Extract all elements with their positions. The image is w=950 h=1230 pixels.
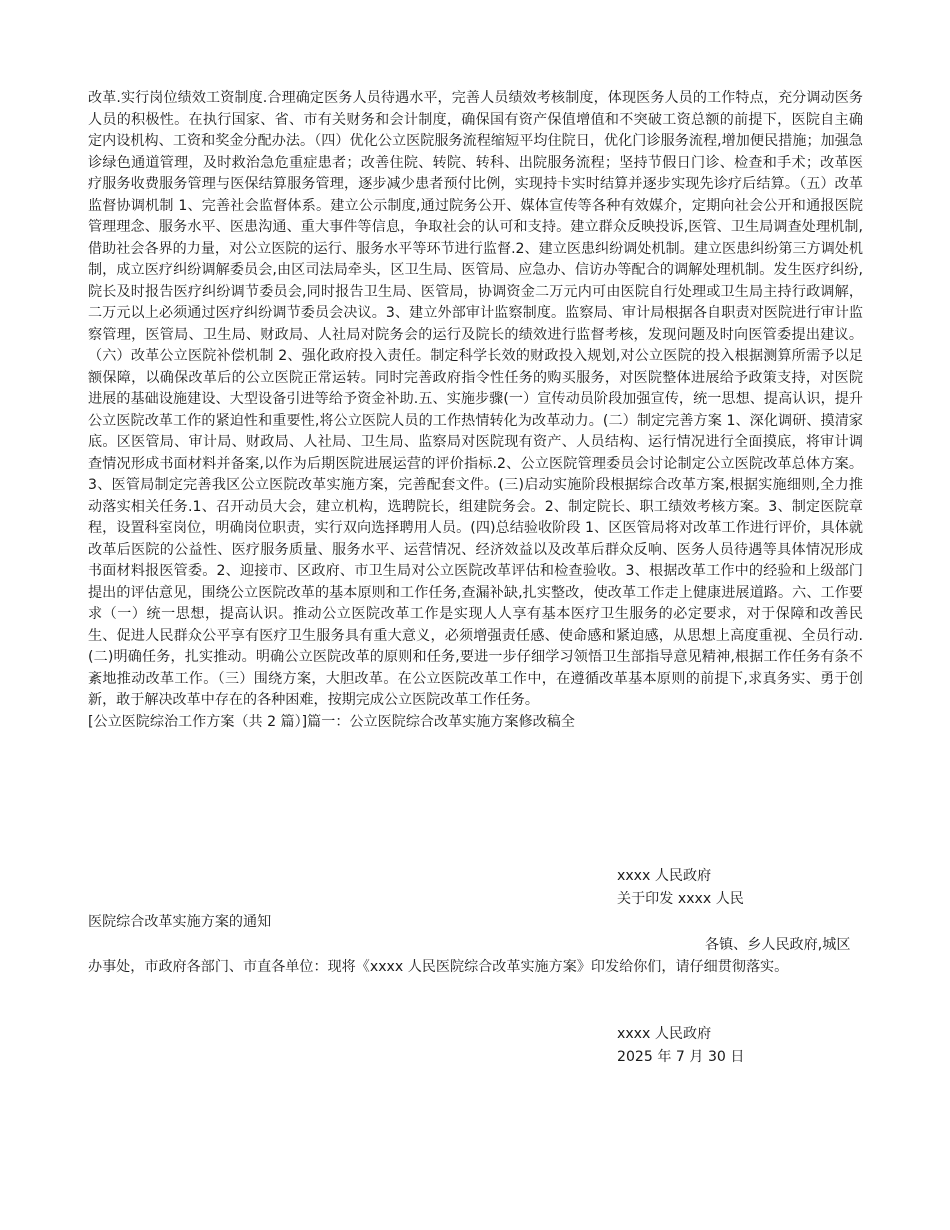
notice-title-line1: 关于印发 xxxx 人民 xyxy=(617,891,744,907)
body-paragraph: 改革.实行岗位绩效工资制度.合理确定医务人员待遇水平，完善人员绩效考核制度，体现医务人员的工作特点，充分调动医务人员的积极性。在执行国家、省、市有关财务和会计制度，确保国有资产保值增值和不突破工资总额的前提下，医院自主确定内设机构、工资和奖金分配办法。（四）优化公立医院服务流程缩短平均住院日，优化门诊服务流程,增加便民措施；加强急诊绿色通道管理，及时救治急危重症患者；改善住院、转院、转科、出院服务流程；坚持节假日门诊、检查和手术；改革医疗服务收费服务管理与医保结算服务管理，逐步减少患者预付比例，实现持卡实时结算并逐步实现先诊疗后结算。（五）改革监督协调机制 1、完善社会监督体系。建立公示制度,通过院务公开、媒体宣传等各种有效媒介，定期向社会公开和通报医院管理理念、服务水平、医患沟通、重大事件等信息，争取社会的认可和支持。建立群众反映投诉,医管、卫生局调查处理机制,借助社会各界的力量，对公立医院的运行、服务水平等环节进行监督.2、建立医患纠纷调处机制。建立医患纠纷第三方调处机制，成立医疗纠纷调解委员会,由区司法局牵头，区卫生局、医管局、应急办、信访办等配合的调解处理机制。发生医疗纠纷,院长及时报告医疗纠纷调节委员会,同时报告卫生局、医管局，协调资金二万元内可由医院自行处理或卫生局主持行政调解，二万元以上必须通过医疗纠纷调节委员会决议。3、建立外部审计监察制度。监察局、审计局根据各自职责对医院进行审计监察管理，医管局、卫生局、财政局、人社局对院务会的运行及院长的绩效进行监督考核，发现问题及时向医管委提出建议。（六）改革公立医院补偿机制 2、强化政府投入责任。制定科学长效的财政投入规划,对公立医院的投入根据测算所需予以足额保障，以确保改革后的公立医院正常运转。同时完善政府指令性任务的购买服务，对医院整体进展给予政策支持，对医院进展的基础设施建设、大型设备引进等给予资金补助.五、实施步骤(一）宣传动员阶段加强宣传，统一思想、提高认识，提升公立医院改革工作的紧迫性和重要性,将公立医院人员的工作热情转化为改革动力。(二）制定完善方案 1、深化调研、摸清家底。区医管局、审计局、财政局、人社局、卫生局、监察局对医院现有资产、人员结构、运行情况进行全面摸底，将审计调查情况形成书面材料并备案,以作为后期医院进展运营的评价指标.2、公立医院管理委员会讨论制定公立医院改革总体方案。3、医管局制定完善我区公立医院改革实施方案，完善配套文件。(三)启动实施阶段根据综合改革方案,根据实施细则,全力推动落实相关任务.1、召开动员大会，建立机构，选聘院长，组建院务会。2、制定院长、职工绩效考核方案。3、制定医院章程，设置科室岗位，明确岗位职责，实行双向选择聘用人员。(四)总结验收阶段 1、区医管局将对改革工作进行评价，具体就改革后医院的公益性、医疗服务质量、服务水平、运营情况、经济效益以及改革后群众反响、医务人员待遇等具体情况形成书面材料报医管委。2、迎接市、区政府、市卫生局对公立医院改革评估和检查验收。3、根据改革工作中的经验和上级部门提出的评估意见，围绕公立医院改革的基本原则和工作任务,查漏补缺,扎实整改，使改革工作走上健康进展道路。六、工作要求（一）统一思想，提高认识。推动公立医院改革工作是实现人人享有基本医疗卫生服务的必定要求，对于保障和改善民生、促进人民群众公平享有医疗卫生服务具有重大意义，必须增强责任感、使命感和紧迫感，从思想上高度重视、全员行动.(二)明确任务，扎实推动。明确公立医院改革的原则和任务,要进一步仔细学习领悟卫生部指导意见精神,根据工作任务有条不紊地推动改革工作。（三）围绕方案，大胆改革。在公立医院改革工作中，在遵循改革基本原则的前提下,求真务实、勇于创新，敢于解决改革中存在的各种困难，按期完成公立医院改革工作任务。 xyxy=(88,90,863,708)
address-text: 各镇、乡人民政府,城区办事处，市政府各部门、市直各单位：现将《xxxx 人民医院综合改革实施方案》印发给你们，请仔细贯彻落实。 xyxy=(88,937,851,975)
issue-date: 2025 年 7 月 30 日 xyxy=(617,1049,745,1065)
issuer-bottom: xxxx 人民政府 xyxy=(617,1026,712,1042)
notice-title-line2: 医院综合改革实施方案的通知 xyxy=(88,914,272,930)
document-page xyxy=(88,88,863,733)
issuer-top: xxxx 人民政府 xyxy=(617,868,712,884)
section-title: [公立医院综治工作方案（共 2 篇）]篇一：公立医院综合改革实施方案修改稿全 xyxy=(88,713,575,730)
